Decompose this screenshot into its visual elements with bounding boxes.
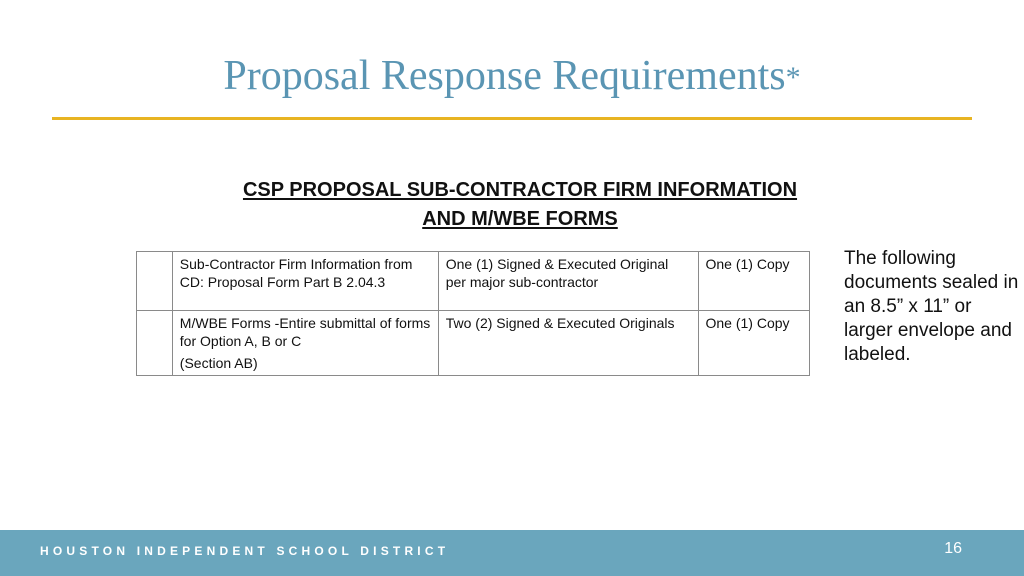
section-heading-line-2: AND M/WBE FORMS xyxy=(422,208,618,230)
section-heading-line-1: CSP PROPOSAL SUB-CONTRACTOR FIRM INFORMATION xyxy=(242,179,798,201)
item-section-note: (Section AB) xyxy=(179,355,258,371)
copies-cell: One (1) Copy xyxy=(698,311,810,376)
organization-name: HOUSTON INDEPENDENT SCHOOL DISTRICT xyxy=(40,544,450,558)
checkbox-cell[interactable] xyxy=(137,311,173,376)
requirements-table xyxy=(136,251,810,376)
section-heading xyxy=(0,176,1024,234)
table-row xyxy=(137,252,810,311)
requirement-cell: Two (2) Signed & Executed Originals xyxy=(438,311,698,376)
title-divider xyxy=(52,117,972,120)
footer-bar xyxy=(0,530,1024,576)
item-text: M/WBE Forms -Entire submittal of forms for Option A, B or C xyxy=(179,315,431,349)
item-cell xyxy=(172,311,438,376)
slide-title-text: Proposal Response Requirements xyxy=(223,53,786,99)
page-number: 16 xyxy=(944,540,962,557)
checkbox-cell[interactable] xyxy=(137,252,173,311)
item-text: Sub-Contractor Firm Information from CD: Proposal Form Part B 2.04.3 xyxy=(179,256,413,290)
title-asterisk: * xyxy=(785,61,801,94)
item-cell xyxy=(172,252,438,311)
requirement-cell: One (1) Signed & Executed Original per major sub-contractor xyxy=(438,252,698,311)
envelope-instructions: The following documents sealed in an 8.5” x 11” or larger envelope and labeled. xyxy=(844,248,1019,365)
slide-title xyxy=(0,52,1024,100)
copies-cell: One (1) Copy xyxy=(698,252,810,311)
table-row xyxy=(137,311,810,376)
